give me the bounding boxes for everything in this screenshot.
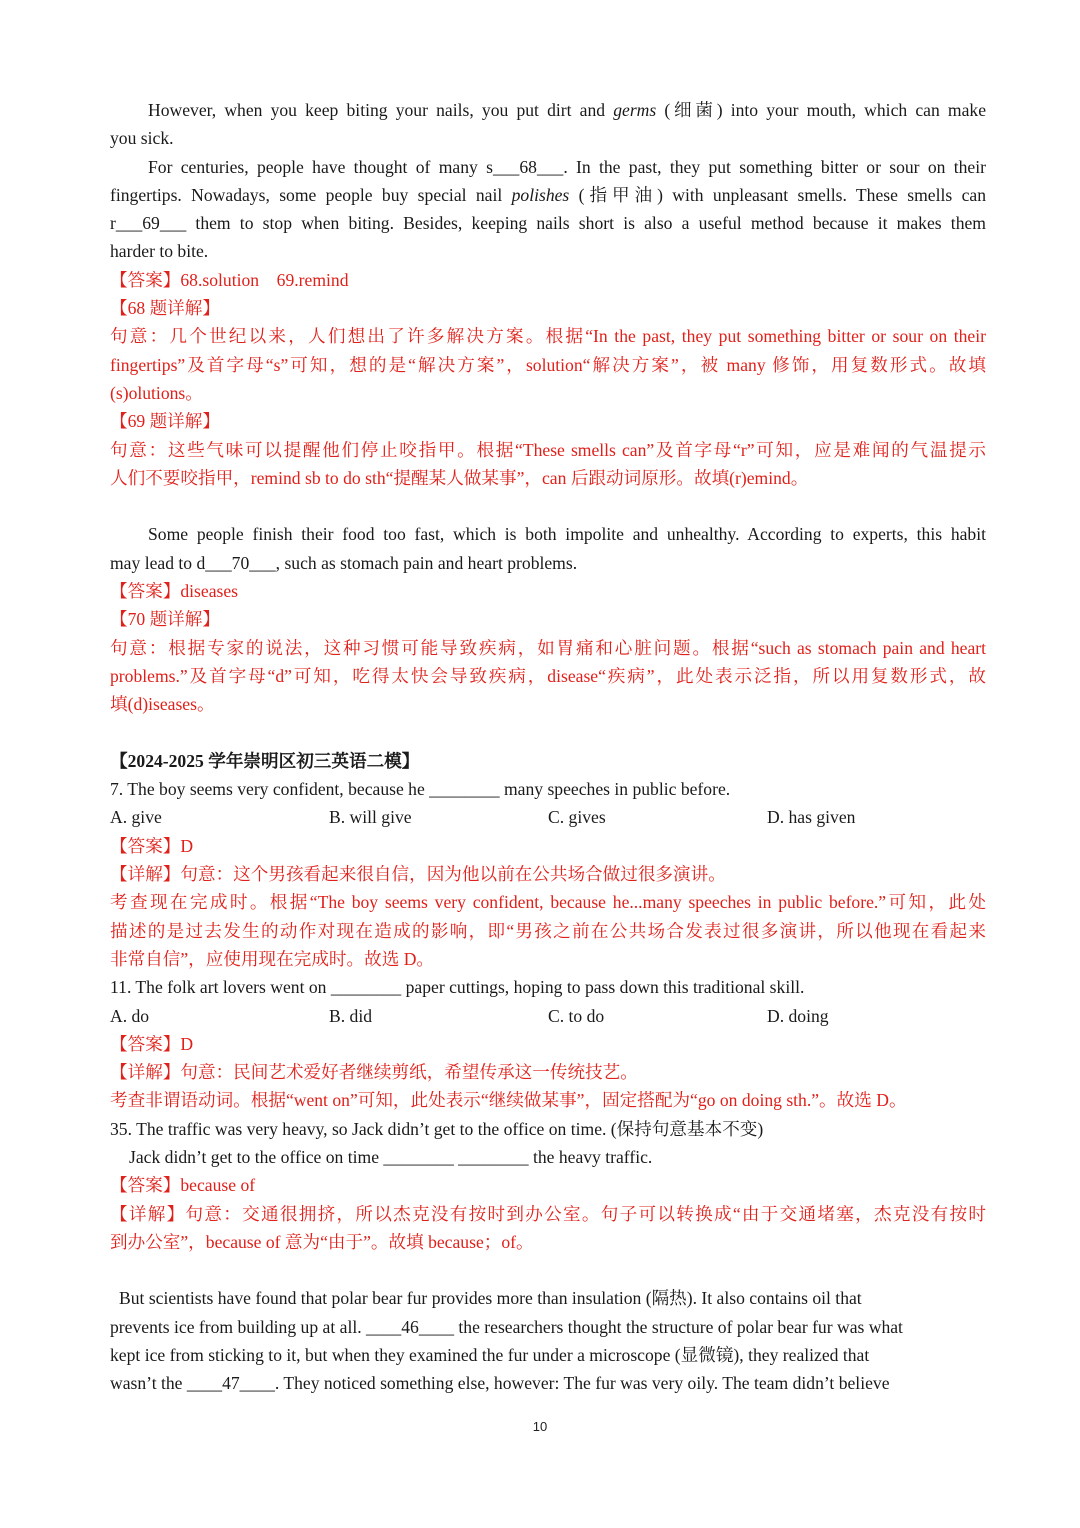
option-a: A. give (110, 807, 162, 828)
blank-69: ___69___ (115, 213, 187, 234)
text-line: But scientists have found that polar bear fur provides more than insulation (隔热). It also contains oil that (119, 1288, 862, 1309)
option-d: D. has given (767, 807, 856, 828)
page-number: 10 (532, 1419, 548, 1434)
option-b: B. did (329, 1005, 373, 1026)
explain-line: 【详解】句意：这个男孩看起来很自信，因为他以前在公共场合做过很多演讲。 (110, 864, 726, 885)
explain-line: 【详解】句意：民间艺术爱好者继续剪纸，希望传承这一传统技艺。 (110, 1062, 638, 1083)
text-line: However, when you keep biting your nails, you put dirt and germs (细菌) into your mouth, which can make (148, 100, 986, 120)
explain-line: 【详解】句意：交通很拥挤，所以杰克没有按时到办公室。句子可以转换成“由于交通堵塞，杰克没有按时 (110, 1203, 986, 1224)
text-line: r___69___ them to stop when biting. Besides, keeping nails short is also a useful method because it makes them (110, 213, 986, 234)
blank-46: ____46____ (366, 1316, 454, 1337)
answer-line: 【答案】68.solution 69.remind (110, 269, 349, 290)
question-7-options (110, 803, 986, 831)
explain-line: 句意：几个世纪以来，人们想出了许多解决方案。根据“In the past, they put something bitter or sour on their (110, 326, 986, 347)
explain-line: 描述的是过去发生的动作对现在造成的影响，即“男孩之前在公共场合发表过很多演讲，所以他现在看起来 (110, 920, 986, 941)
option-c: C. gives (548, 807, 606, 828)
text-line: you sick. (110, 128, 174, 149)
text-line: prevents ice from building up at all. ____46____ the researchers thought the structure of polar bear fur was what (110, 1316, 903, 1337)
explain-line: 句意：这些气味可以提醒他们停止咬指甲。根据“These smells can”及首字母“r”可知，应是难闻的气温提示 (110, 439, 986, 460)
question-7: 7. The boy seems very confident, because he ________ many speeches in public before. (110, 779, 731, 800)
explain-line: 非常自信”，应使用现在完成时。故选 D。 (110, 948, 435, 969)
text-line: wasn’t the ____47____. They noticed something else, however: The fur was very oily. The team didn’t believe (110, 1373, 890, 1394)
explain-heading: 【69 题详解】 (110, 411, 220, 432)
question-35: 35. The traffic was very heavy, so Jack didn’t get to the office on time. (保持句意基本不变) (110, 1118, 764, 1139)
explain-line: (s)olutions。 (110, 382, 203, 403)
text-line: may lead to d___70___, such as stomach pain and heart problems. (110, 552, 578, 573)
document-page (110, 96, 986, 1398)
explain-line: 填(d)iseases。 (110, 694, 215, 715)
explain-line: fingertips”及首字母“s”可知，想的是“解决方案”，solution“解决方案”，被 many 修饰，用复数形式。故填 (110, 354, 986, 375)
explain-line: 考查非谓语动词。根据“went on”可知，此处表示“继续做某事”，固定搭配为“go on doing sth.”。故选 D。 (110, 1090, 907, 1111)
text-line: Some people finish their food too fast, which is both impolite and unhealthy. According to experts, this habit (148, 524, 986, 545)
explain-line: 到办公室”，because of 意为“由于”。故填 because；of。 (110, 1231, 534, 1252)
text-line: fingertips. Nowadays, some people buy special nail polishes (指甲油) with unpleasant smells. These smells can (110, 184, 986, 205)
blank-47: ____47____ (186, 1373, 275, 1394)
answer-line: 【答案】D (110, 1033, 194, 1054)
question-11-options (110, 1002, 986, 1030)
text-line: For centuries, people have thought of many s___68___. In the past, they put something bitter or sour on their (148, 156, 986, 177)
explain-heading: 【70 题详解】 (110, 609, 220, 630)
option-c: C. to do (548, 1005, 605, 1026)
question-35-rewrite: Jack didn’t get to the office on time ________ ________ the heavy traffic. (129, 1146, 653, 1167)
answer-line: 【答案】D (110, 835, 194, 856)
answer-line: 【答案】diseases (110, 581, 239, 602)
explain-heading: 【68 题详解】 (110, 298, 220, 319)
explain-line: 句意：根据专家的说法，这种习惯可能导致疾病，如胃痛和心脏问题。根据“such as stomach pain and heart (110, 637, 986, 658)
blank-68: ___68___ (492, 156, 564, 177)
option-b: B. will give (329, 807, 412, 828)
answer-line: 【答案】because of (110, 1175, 256, 1196)
text-line: harder to bite. (110, 241, 209, 262)
question-11: 11. The folk art lovers went on ________ paper cuttings, hoping to pass down this traditional skill. (110, 977, 805, 998)
section-heading: 【2024-2025 学年崇明区初三英语二模】 (110, 750, 420, 771)
explain-line: 人们不要咬指甲，remind sb to do sth“提醒某人做某事”，can 后跟动词原形。故填(r)emind。 (110, 467, 809, 488)
blank-70: ___70___ (205, 552, 276, 573)
explain-line: 考查现在完成时。根据“The boy seems very confident, because he...many speeches in public before.”可知，此处 (110, 892, 986, 913)
option-a: A. do (110, 1005, 150, 1026)
option-d: D. doing (767, 1005, 829, 1026)
text-line: kept ice from sticking to it, but when they examined the fur under a microscope (显微镜), they realized that (110, 1345, 870, 1366)
explain-line: problems.”及首字母“d”可知，吃得太快会导致疾病，disease“疾病”，此处表示泛指，所以用复数形式，故 (110, 665, 986, 686)
